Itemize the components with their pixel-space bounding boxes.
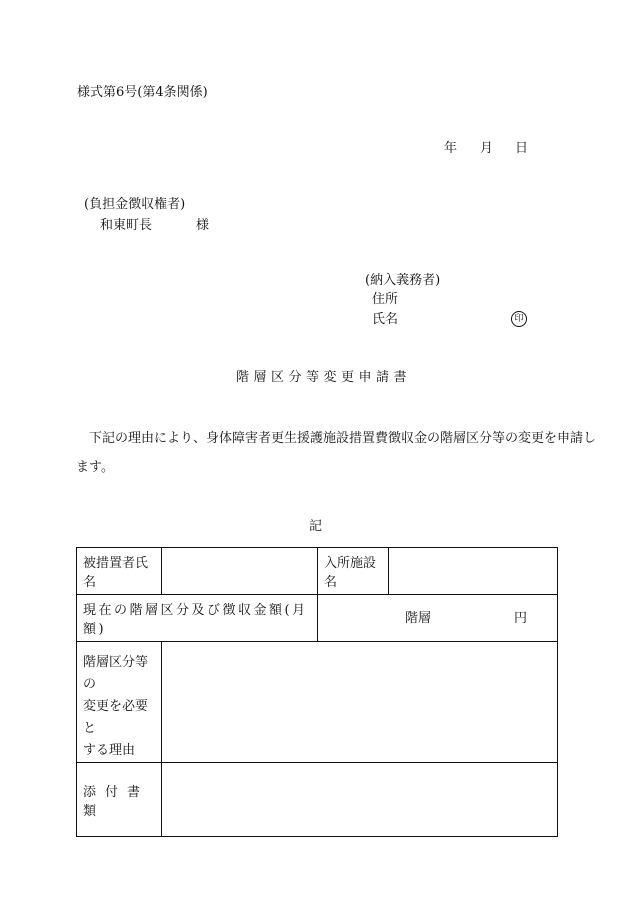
current-class-label: 現在の階層区分及び徴収金額(月額) <box>77 595 318 642</box>
reason-label-line-1: 階層区分等の <box>83 655 149 692</box>
table-row-current-class <box>77 595 558 642</box>
facility-field[interactable] <box>389 548 558 595</box>
attachments-label: 添付書類 <box>77 763 162 837</box>
reason-label <box>77 642 162 763</box>
date-day-label: 日 <box>515 141 529 156</box>
body-text-line-1: 下記の理由により、身体障害者更生援護施設措置費徴収金の階層区分等の変更を申請し <box>89 431 597 446</box>
form-number: 様式第6号(第4条関係) <box>77 85 208 100</box>
table-row-names <box>77 548 558 595</box>
table-row-reason <box>77 642 558 763</box>
payer-name-label: 氏名 <box>372 312 399 327</box>
payer-address-label: 住所 <box>372 292 399 307</box>
facility-label: 入所施設名 <box>318 548 389 595</box>
seal-mark <box>511 311 527 327</box>
table-row-attachments <box>77 763 558 837</box>
addressee-name: 和東町長 <box>100 218 153 233</box>
attachments-field[interactable] <box>162 763 558 837</box>
date-line <box>0 142 630 158</box>
addressee-role: (負担金徴収権者) <box>84 197 186 212</box>
note-heading: 記 <box>309 519 323 534</box>
body-text-line-2: ます。 <box>76 460 114 475</box>
current-class-field[interactable] <box>318 595 558 642</box>
reason-label-line-2: 変更を必要と <box>83 699 149 736</box>
document-title: 階層区分等変更申請書 <box>236 370 412 385</box>
class-unit: 階層 <box>405 611 432 626</box>
payer-role: (納入義務者) <box>365 273 441 288</box>
date-month-label: 月 <box>480 141 494 156</box>
person-name-label: 被措置者氏名 <box>77 548 162 595</box>
reason-field[interactable] <box>162 642 558 763</box>
yen-unit: 円 <box>514 611 528 626</box>
application-table <box>76 547 558 837</box>
addressee-honorific: 様 <box>196 218 210 233</box>
person-name-field[interactable] <box>162 548 318 595</box>
date-year-label: 年 <box>444 141 458 156</box>
seal-mark-label: 印 <box>511 311 527 327</box>
reason-label-line-3: する理由 <box>83 743 136 758</box>
